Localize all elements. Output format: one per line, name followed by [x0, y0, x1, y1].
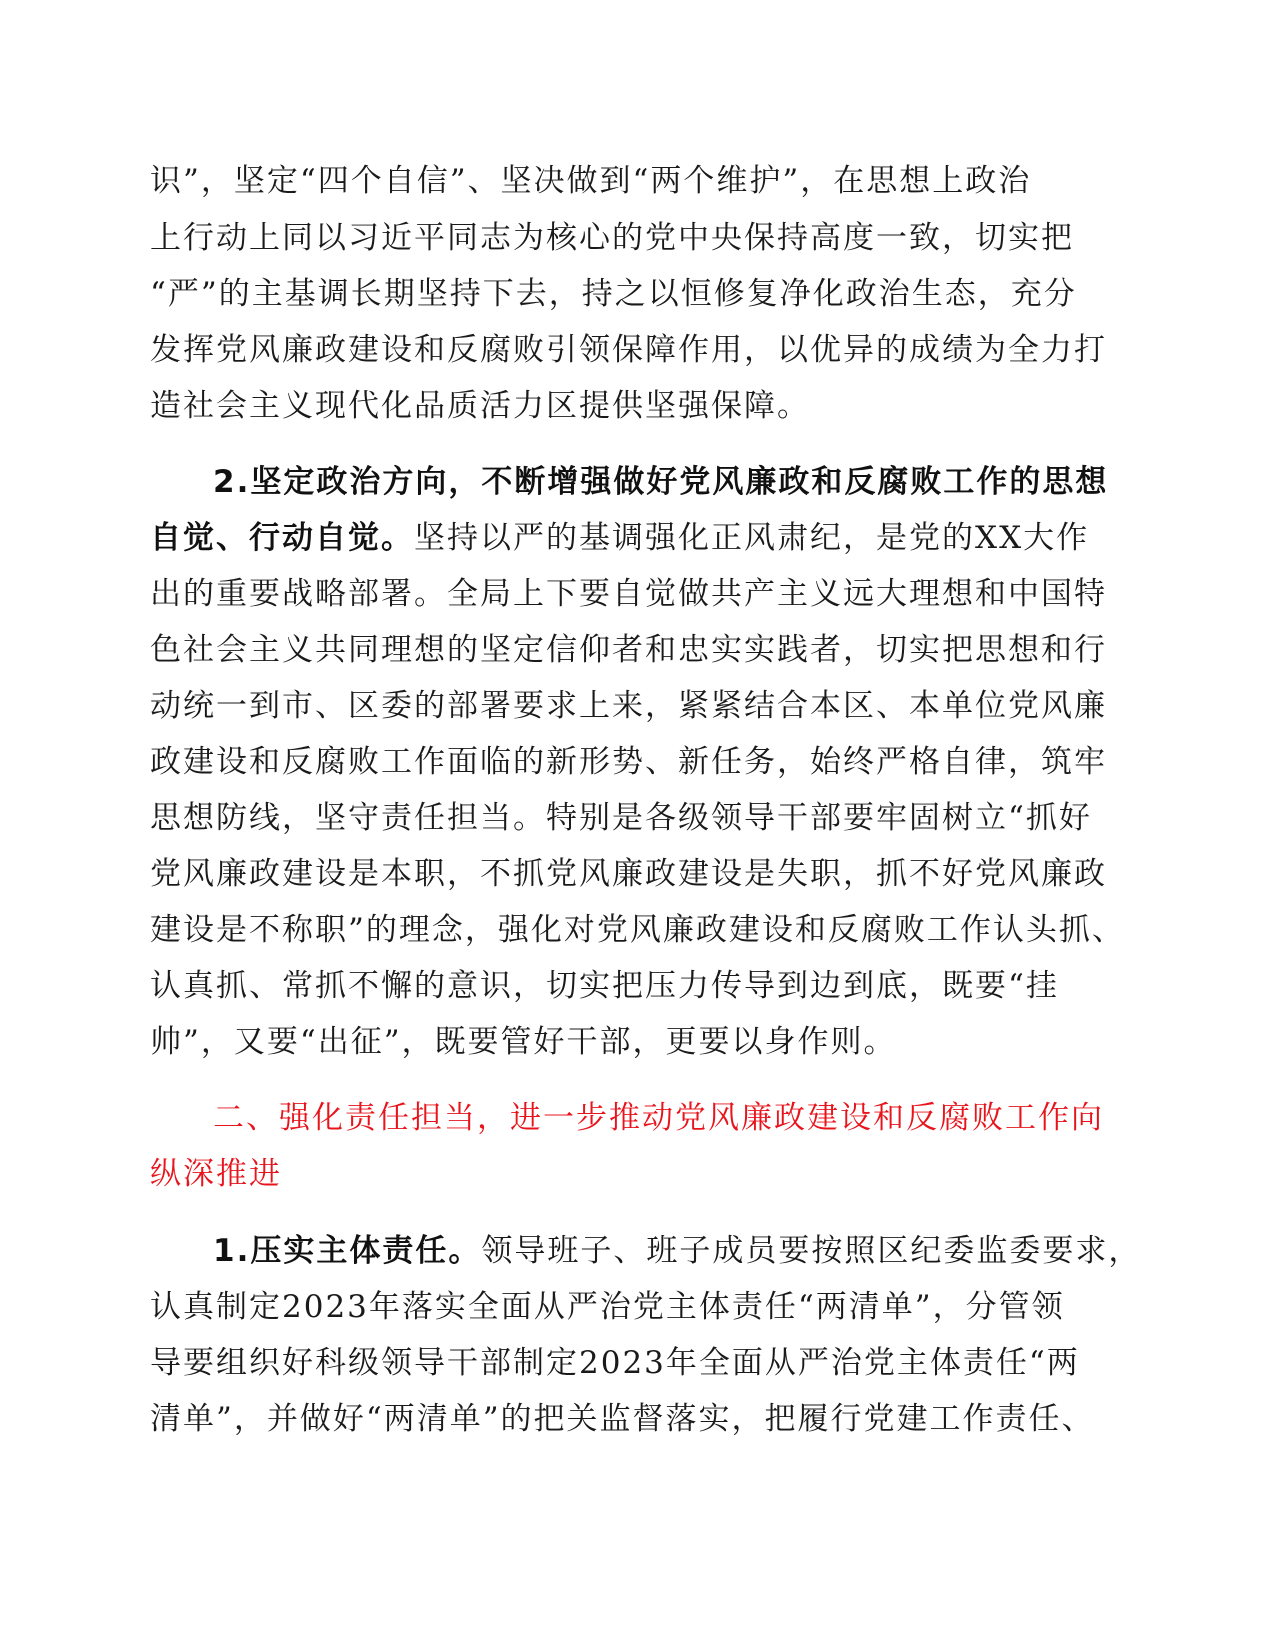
paragraph-line: 造社会主义现代化品质活力区提供坚强保障。: [150, 388, 810, 424]
paragraph-text: 坚持以严的基调强化正风肃纪，是党的XX大作: [414, 520, 1090, 556]
paragraph-line: 党风廉政建设是本职，不抓党风廉政建设是失职，抓不好党风廉政: [150, 856, 1107, 892]
paragraph-line: 建设是不称职”的理念，强化对党风廉政建设和反腐败工作认头抓、: [150, 912, 1125, 948]
paragraph-line: 色社会主义共同理想的坚定信仰者和忠实实践者，切实把思想和行: [150, 632, 1107, 668]
paragraph-line: [150, 509, 1130, 567]
paragraph-line: 认真抓、常抓不懈的意识，切实把压力传导到边到底，既要“挂: [150, 968, 1059, 1004]
paragraph-line: 识”，坚定“四个自信”、坚决做到“两个维护”，在思想上政治: [150, 163, 1032, 199]
paragraph-line: 帅”，又要“出征”，既要管好干部，更要以身作则。: [150, 1024, 897, 1060]
paragraph-line: 导要组织好科级领导干部制定2023年全面从严治党主体责任“两: [150, 1345, 1080, 1381]
paragraph-line: 思想防线，坚守责任担当。特别是各级领导干部要牢固树立“抓好: [150, 800, 1092, 836]
paragraph-line: 认真制定2023年落实全面从严治党主体责任“两清单”，分管领: [150, 1289, 1065, 1325]
paragraph-line: “严”的主基调长期坚持下去，持之以恒修复净化政治生态，充分: [150, 276, 1077, 312]
paragraph-line: 发挥党风廉政建设和反腐败引领保障作用，以优异的成绩为全力打: [150, 332, 1107, 368]
paragraph-line: 政建设和反腐败工作面临的新形势、新任务，始终严格自律，筑牢: [150, 744, 1107, 780]
section-heading-line: 二、强化责任担当，进一步推动党风廉政建设和反腐败工作向: [213, 1100, 1104, 1136]
paragraph-line: 动统一到市、区委的部署要求上来，紧紧结合本区、本单位党风廉: [150, 688, 1107, 724]
subheading-line: 2.坚定政治方向，不断增强做好党风廉政和反腐败工作的思想: [213, 464, 1109, 500]
section-heading-line: 纵深推进: [150, 1156, 282, 1192]
subheading-text: 自觉、行动自觉。: [150, 520, 414, 556]
paragraph-line: [213, 1222, 1193, 1280]
paragraph-line: 清单”，并做好“两清单”的把关监督落实，把履行党建工作责任、: [150, 1401, 1095, 1437]
paragraph-line: 上行动上同以习近平同志为核心的党中央保持高度一致，切实把: [150, 220, 1074, 256]
paragraph-text: 领导班子、班子成员要按照区纪委监委要求，: [481, 1233, 1142, 1269]
paragraph-line: 出的重要战略部署。全局上下要自觉做共产主义远大理想和中国特: [150, 576, 1107, 612]
subheading-text: 1.压实主体责任。: [213, 1233, 482, 1269]
